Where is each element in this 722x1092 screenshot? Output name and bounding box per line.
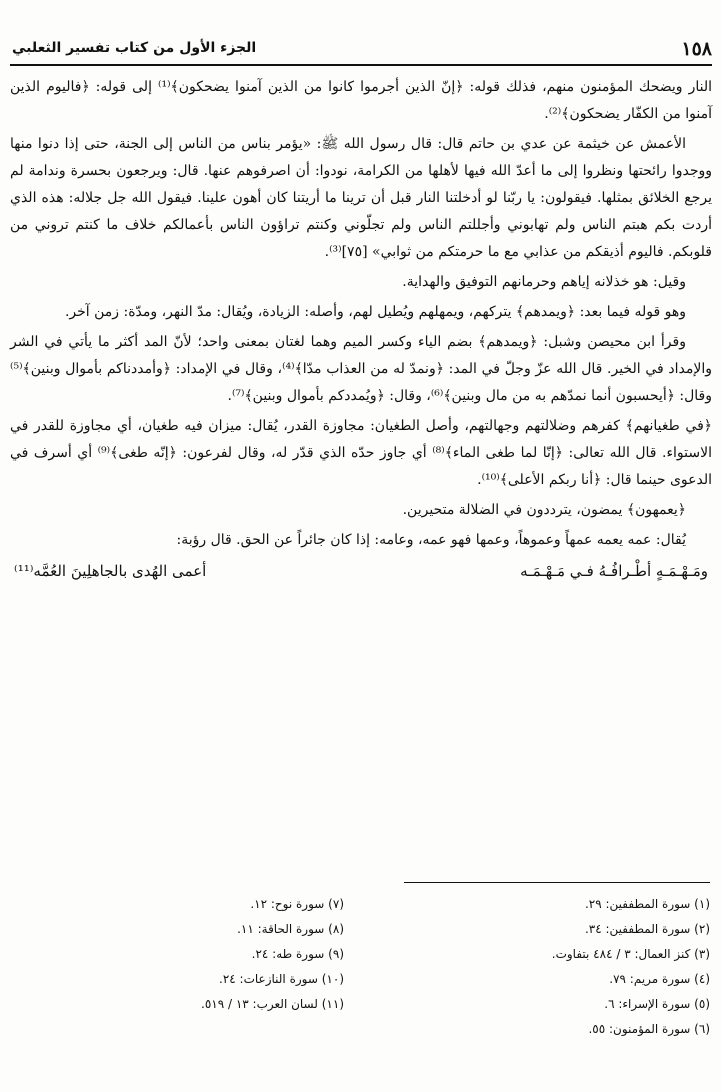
paragraph-2: الأعمش عن خيثمة عن عدي بن حاتم قال: قال رسول الله ﷺ: «يؤمر بناس من الناس إلى الجنة، حتى إذا دنوا منها ووجدوا رائحتها ونظروا إلى ما أعدّ الله فيها لأهلها من الكرامة، نودوا: أن اصرفوهم عنها. قال: ويرجعون بحسرة وندامة لم يرجع الخلائق بمثلها. فيقولون: يا ربّنا لو أدخلتنا النار قبل أن ترينا ما أريتنا كان أهون علينا. فيقول الله جل جلاله: هذه الذي أردت بكم هبتم الناس ولم تهابوني وأجللتم الناس ولم تجلّوني وكنتم تراؤون الناس بأعمالكم خلاف ما كنتم تروني من قلوبكم. فاليوم أذيقكم من عذابي مع ما حرمتكم من ثوابي» [٧٥]⁽³⁾. [10, 136, 712, 260]
footnote: (٧) سورة نوح: ١٢. [250, 897, 344, 911]
page-header [12, 38, 712, 62]
footnote: (٥) سورة الإسراء: ٦. [604, 997, 710, 1011]
paragraph-3: وقيل: هو خذلانه إياهم وحرمانهم التوفيق والهداية. [402, 274, 686, 290]
poem-hemistich-1: ومَـهْـمَـهٍ أطْـرافُـهُ فـي مَـهْـمَـه [520, 562, 708, 580]
paragraph-8: يُقال: عمه يعمه عمهاً وعموهاً، وعمها فهو عمه، وعامه: إذا كان جائراً عن الحق. قال رؤبة: [176, 532, 686, 548]
paragraph-6: ﴿في طغيانهم﴾ كفرهم وضلالتهم وجهالتهم، وأصل الطغيان: مجاوزة القدر، يُقال: ميزان فيه طغيان، أي مجاوزة للقدر في الاستواء. قال الله تعالى: ﴿إنّا لما طغى الماء﴾⁽⁸⁾ أي جاوز حدّه الذي قدّر له، وقال لفرعون: ﴿إنّه طغى﴾⁽⁹⁾ أي أسرف في الدعوى حينما قال: ﴿أنا ربكم الأعلى﴾⁽¹⁰⁾. [10, 418, 712, 488]
footnote: (١١) لسان العرب: ١٣ / ٥١٩. [200, 997, 344, 1011]
footnote: (٢) سورة المطففين: ٣٤. [584, 922, 710, 936]
footnotes-right-column [380, 892, 710, 1042]
paragraph-4: وهو قوله فيما بعد: ﴿ويمدهم﴾ يتركهم، ويمهلهم ويُطيل لهم، وأصله: الزيادة، ويُقال: مدّ النهر، ومدّة: زمن آخر. [64, 304, 686, 320]
page-number: ١٥٨ [681, 38, 712, 60]
footnote: (٤) سورة مريم: ٧٩. [609, 972, 710, 986]
main-text [10, 74, 712, 585]
running-title: الجزء الأول من كتاب تفسير الثعلبي [12, 40, 257, 56]
footnote: (٦) سورة المؤمنون: ٥٥. [588, 1022, 710, 1036]
poem-verse [10, 557, 712, 585]
footnote: (١٠) سورة النازعات: ٢٤. [219, 972, 344, 986]
footnote-rule [404, 882, 710, 883]
header-rule [10, 64, 712, 66]
paragraph-5: وقرأ ابن محيصن وشبل: ﴿ويمدهم﴾ بضم الياء وكسر الميم وهما لغتان بمعنى واحد؛ لأنّ المد أكثر ما يأتي في الشر والإمداد في الخير. قال الله عزّ وجلّ في المد: ﴿ونمدّ له من العذاب مدّا﴾⁽⁴⁾، وقال في الإمداد: ﴿وأمددناكم بأموال وبنين﴾⁽⁵⁾ وقال: ﴿أيحسبون أنما نمدّهم به من مال وبنين﴾⁽⁶⁾، وقال: ﴿ويُمددكم بأموال وبنين﴾⁽⁷⁾. [10, 334, 713, 404]
paragraph-1: النار ويضحك المؤمنون منهم، فذلك قوله: ﴿إنّ الذين أجرموا كانوا من الذين آمنوا يضحكون﴾⁽¹⁾ إلى قوله: ﴿فاليوم الذين آمنوا من الكفّار يضحكون﴾⁽²⁾. [10, 79, 712, 122]
poem-hemistich-2: أعمى الهُدى بالجاهلِينَ العُمَّه⁽¹¹⁾ [14, 562, 207, 580]
footnote: (٣) كنز العمال: ٣ / ٤٨٤ بتفاوت. [551, 947, 710, 961]
footnote: (١) سورة المطففين: ٢٩. [584, 897, 710, 911]
paragraph-7: ﴿يعمهون﴾ يمضون، يترددون في الضلالة متحيرين. [402, 502, 686, 518]
footnotes [14, 892, 710, 1072]
footnote: (٨) سورة الحاقة: ١١. [237, 922, 344, 936]
footnotes-left-column [14, 892, 344, 1017]
footnote: (٩) سورة طه: ٢٤. [251, 947, 344, 961]
